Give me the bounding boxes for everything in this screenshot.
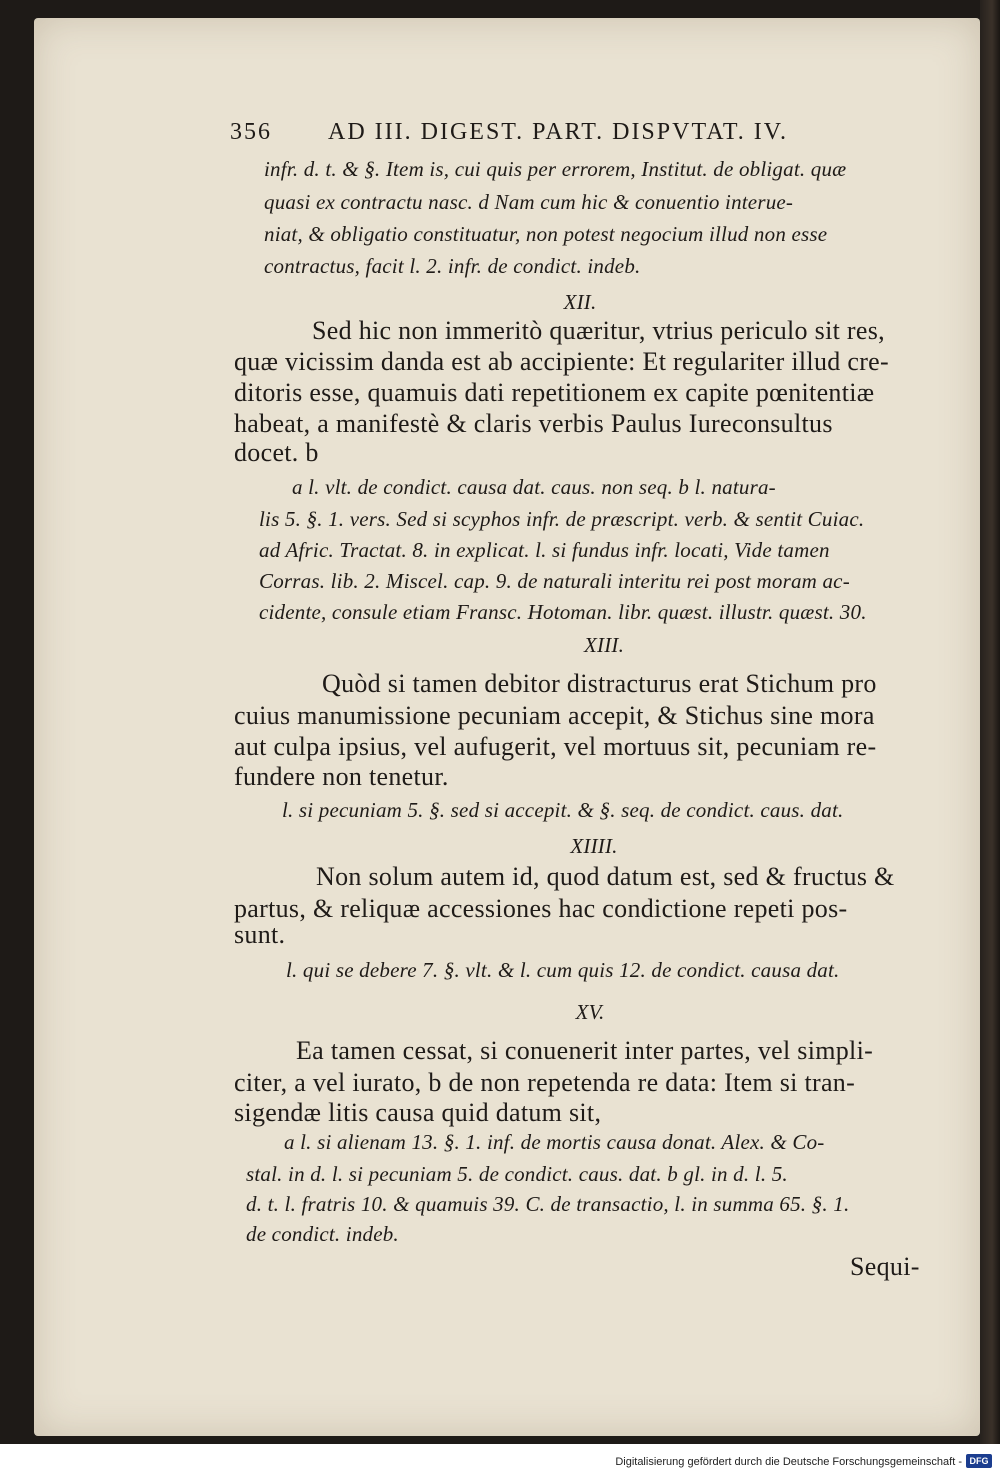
footnote-line: de condict. indeb.: [246, 1222, 399, 1246]
text-line: niat, & obligatio constituatur, non potest negocium illud non esse: [264, 222, 828, 246]
text-line: sunt.: [234, 920, 286, 949]
footnote-line: d. t. l. fratris 10. & quamuis 39. C. de transactio, l. in summa 65. §. 1.: [246, 1192, 850, 1216]
text-line: aut culpa ipsius, vel aufugerit, vel mortuus sit, pecuniam re-: [234, 732, 877, 761]
section-heading: XIIII.: [570, 834, 618, 858]
text-line: Non solum autem id, quod datum est, sed & fructus &: [316, 862, 895, 891]
dfg-logo-icon: DFG: [966, 1454, 992, 1468]
text-line: sigendæ litis causa quid datum sit,: [234, 1098, 602, 1127]
text-line: Ea tamen cessat, si conuenerit inter partes, vel simpli-: [296, 1036, 874, 1065]
footnote-line: l. qui se debere 7. §. vlt. & l. cum quis 12. de condict. causa dat.: [286, 958, 840, 982]
text-line: Quòd si tamen debitor distracturus erat Stichum pro: [322, 669, 877, 698]
text-line: quasi ex contractu nasc. d Nam cum hic & conuentio interue-: [264, 190, 794, 214]
section-heading: XIII.: [583, 633, 625, 657]
section-heading: XV.: [575, 1000, 605, 1024]
section-heading: XII.: [563, 290, 597, 314]
catchword: Sequi-: [850, 1252, 920, 1281]
footnote-line: a l. si alienam 13. §. 1. inf. de mortis causa donat. Alex. & Co-: [284, 1130, 825, 1154]
footnote-line: stal. in d. l. si pecuniam 5. de condict. caus. dat. b gl. in d. l. 5.: [246, 1162, 788, 1186]
footer-bar: [0, 1444, 1000, 1474]
footnote-line: Corras. lib. 2. Miscel. cap. 9. de naturali interitu rei post moram ac-: [259, 569, 850, 593]
text-line: cuius manumissione pecuniam accepit, & Stichus sine mora: [234, 701, 875, 730]
text-line: quæ vicissim danda est ab accipiente: Et regulariter illud cre-: [234, 347, 889, 376]
page-number: 356: [230, 119, 272, 145]
running-title: AD III. DIGEST. PART. DISPVTAT. IV.: [328, 119, 788, 145]
footnote-line: ad Afric. Tractat. 8. in explicat. l. si fundus infr. locati, Vide tamen: [259, 538, 830, 562]
text-line: contractus, facit l. 2. infr. de condict. indeb.: [264, 254, 641, 278]
text-line: docet. b: [234, 438, 319, 467]
text-line: ditoris esse, quamuis dati repetitionem ex capite pœnitentiæ: [234, 378, 875, 407]
book-page: [34, 18, 980, 1436]
text-line: Sed hic non immeritò quæritur, vtrius periculo sit res,: [312, 316, 885, 345]
digitization-credit: Digitalisierung gefördert durch die Deutsche Forschungsgemeinschaft -: [615, 1456, 962, 1468]
footnote-line: cidente, consule etiam Fransc. Hotoman. libr. quæst. illustr. quæst. 30.: [259, 600, 867, 624]
footnote-line: a l. vlt. de condict. causa dat. caus. non seq. b l. natura-: [292, 475, 776, 499]
text-line: citer, a vel iurato, b de non repetenda re data: Item si tran-: [234, 1068, 856, 1097]
footnote-line: lis 5. §. 1. vers. Sed si scyphos infr. de præscript. verb. & sentit Cuiac.: [259, 507, 865, 531]
footnote-line: l. si pecuniam 5. §. sed si accepit. & §. seq. de condict. caus. dat.: [282, 798, 844, 822]
page-edge: [980, 0, 1000, 1444]
text-line: fundere non tenetur.: [234, 762, 449, 791]
text-line: infr. d. t. & §. Item is, cui quis per errorem, Institut. de obligat. quæ: [264, 157, 847, 181]
text-line: habeat, a manifestè & claris verbis Paulus Iureconsultus: [234, 409, 833, 438]
text-line: partus, & reliquæ accessiones hac condictione repeti pos-: [234, 894, 848, 923]
